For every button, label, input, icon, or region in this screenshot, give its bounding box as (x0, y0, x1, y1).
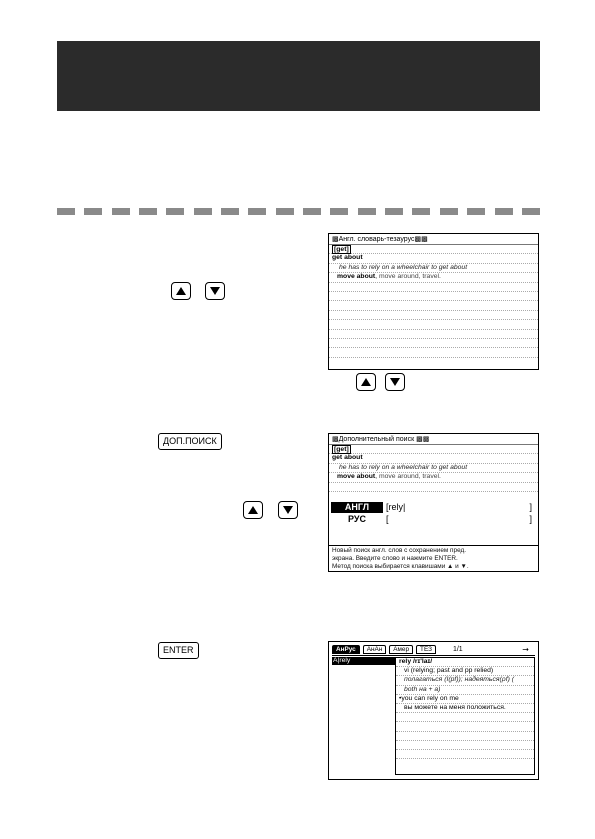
entry-line: both на + a) (396, 686, 534, 695)
dictionary-tabs (332, 644, 535, 655)
screen-additional-search: ▩Дополнительный поиск ▩▩ [get] get about he has to rely on a wheelchair to get about move about, move around, travel. АНГЛ РУС [rely| ] [ ] Новый поиск англ. слов с сохранением пред. экрана. Введите слово и нажмите ENTER. Метод поиска выбирается клавишами ▲ и ▼. (328, 433, 539, 572)
entry-line: vi (relying; past and pp relied) (396, 667, 534, 676)
entry-panel (395, 657, 535, 775)
entry-line: he has to rely on a wheelchair to get about (329, 264, 538, 273)
entry-line: [get] (329, 245, 538, 254)
screen-thesaurus (328, 233, 539, 370)
up-arrow-icon (361, 378, 371, 386)
arrow-right-icon: ➞ (522, 645, 529, 654)
entry-line: move about, move around, travel. (329, 473, 538, 482)
up-arrow-icon (248, 506, 258, 514)
down-arrow-icon (283, 506, 293, 514)
entry-line: get about (329, 254, 538, 263)
section-divider (57, 208, 540, 215)
hint-line: Метод поиска выбирается клавишами ▲ и ▼. (332, 563, 469, 570)
entry-line: he has to rely on a wheelchair to get about (329, 464, 538, 473)
down-arrow-icon (210, 287, 220, 295)
entry-line: вы можете на меня положиться. (396, 704, 534, 713)
entry-line: [get] (329, 445, 538, 454)
down-arrow-key[interactable] (205, 282, 225, 300)
dop-poisk-key[interactable]: ДОП.ПОИСК (158, 433, 222, 450)
up-arrow-key[interactable] (356, 373, 376, 391)
search-input-value: rely (388, 502, 404, 512)
tab-tez[interactable]: ТЕЗ (416, 645, 436, 654)
hint-line: Новый поиск англ. слов с сохранением пред. (332, 547, 466, 554)
up-arrow-icon (176, 287, 186, 295)
hint-line: экрана. Введите слово и нажмите ENTER. (332, 555, 458, 562)
down-arrow-key[interactable] (385, 373, 405, 391)
screen-header: ▩Дополнительный поиск ▩▩ (329, 434, 538, 445)
section-title-bar (57, 41, 540, 111)
tab-amer[interactable]: Амер (389, 645, 413, 654)
up-arrow-key[interactable] (243, 501, 263, 519)
down-arrow-key[interactable] (278, 501, 298, 519)
screen-dictionary-result (328, 641, 539, 780)
screen-header: ▩Англ. словарь-тезаурус▩▩ (329, 234, 538, 245)
entry-line: rely /rɪ'laɪ/ (396, 658, 534, 667)
page-indicator: 1/1 (452, 646, 463, 653)
word-list-selected[interactable]: A|rely (332, 657, 395, 665)
tab-anan[interactable]: АнАн (363, 645, 387, 654)
entry-line: move about, move around, travel. (329, 273, 538, 282)
up-arrow-key[interactable] (171, 282, 191, 300)
lang-option-eng[interactable]: АНГЛ (331, 502, 383, 513)
lang-option-rus[interactable]: РУС (348, 514, 366, 524)
entry-line: •you can rely on me (396, 695, 534, 704)
search-input[interactable]: [rely| ] (386, 502, 532, 512)
enter-key[interactable]: ENTER (158, 642, 199, 659)
tab-anrus[interactable]: АнРус (332, 645, 360, 654)
down-arrow-icon (390, 378, 400, 386)
entry-line: get about (329, 454, 538, 463)
word-list (332, 657, 395, 775)
entry-line: полагаться (Ι(pf)); надеяться(ρf) ( (396, 676, 534, 685)
